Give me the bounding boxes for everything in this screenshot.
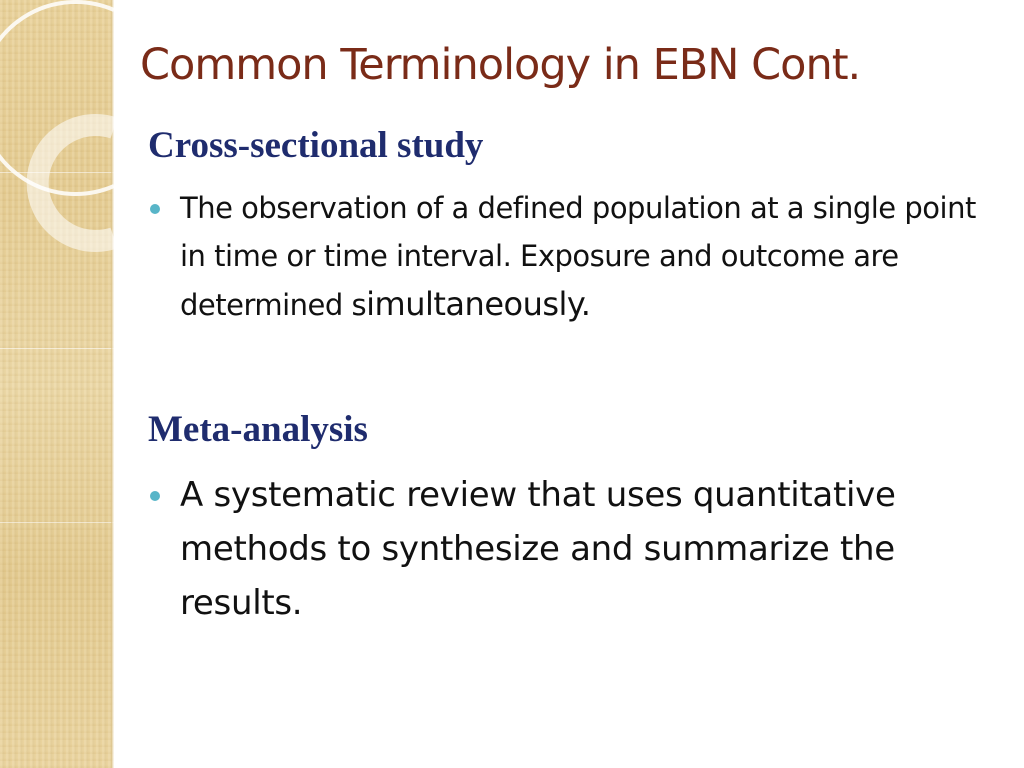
bullet-text-tail: imultaneously.: [366, 285, 591, 323]
bullet-dot-icon: [150, 491, 160, 501]
bullet-text-main: The observation of a defined population at a single point in time or time interval. Exposure and outcome are determined s: [180, 191, 976, 322]
bullet-dot-icon: [150, 204, 160, 214]
band-seam: [0, 348, 114, 349]
section-heading-meta-analysis: Meta-analysis: [148, 409, 368, 450]
bullet-meta-analysis-definition: [150, 468, 1000, 630]
section-heading-cross-sectional: Cross-sectional study: [148, 125, 484, 166]
bullet-text: A systematic review that uses quantitative methods to synthesize and summarize the results.: [180, 475, 896, 623]
bullet-cross-sectional-definition: [150, 184, 1000, 329]
bullet-text: [180, 184, 1000, 329]
band-seam: [0, 522, 114, 523]
slide-title: Common Terminology in EBN Cont.: [140, 40, 861, 90]
decorative-rings: [0, 0, 130, 260]
